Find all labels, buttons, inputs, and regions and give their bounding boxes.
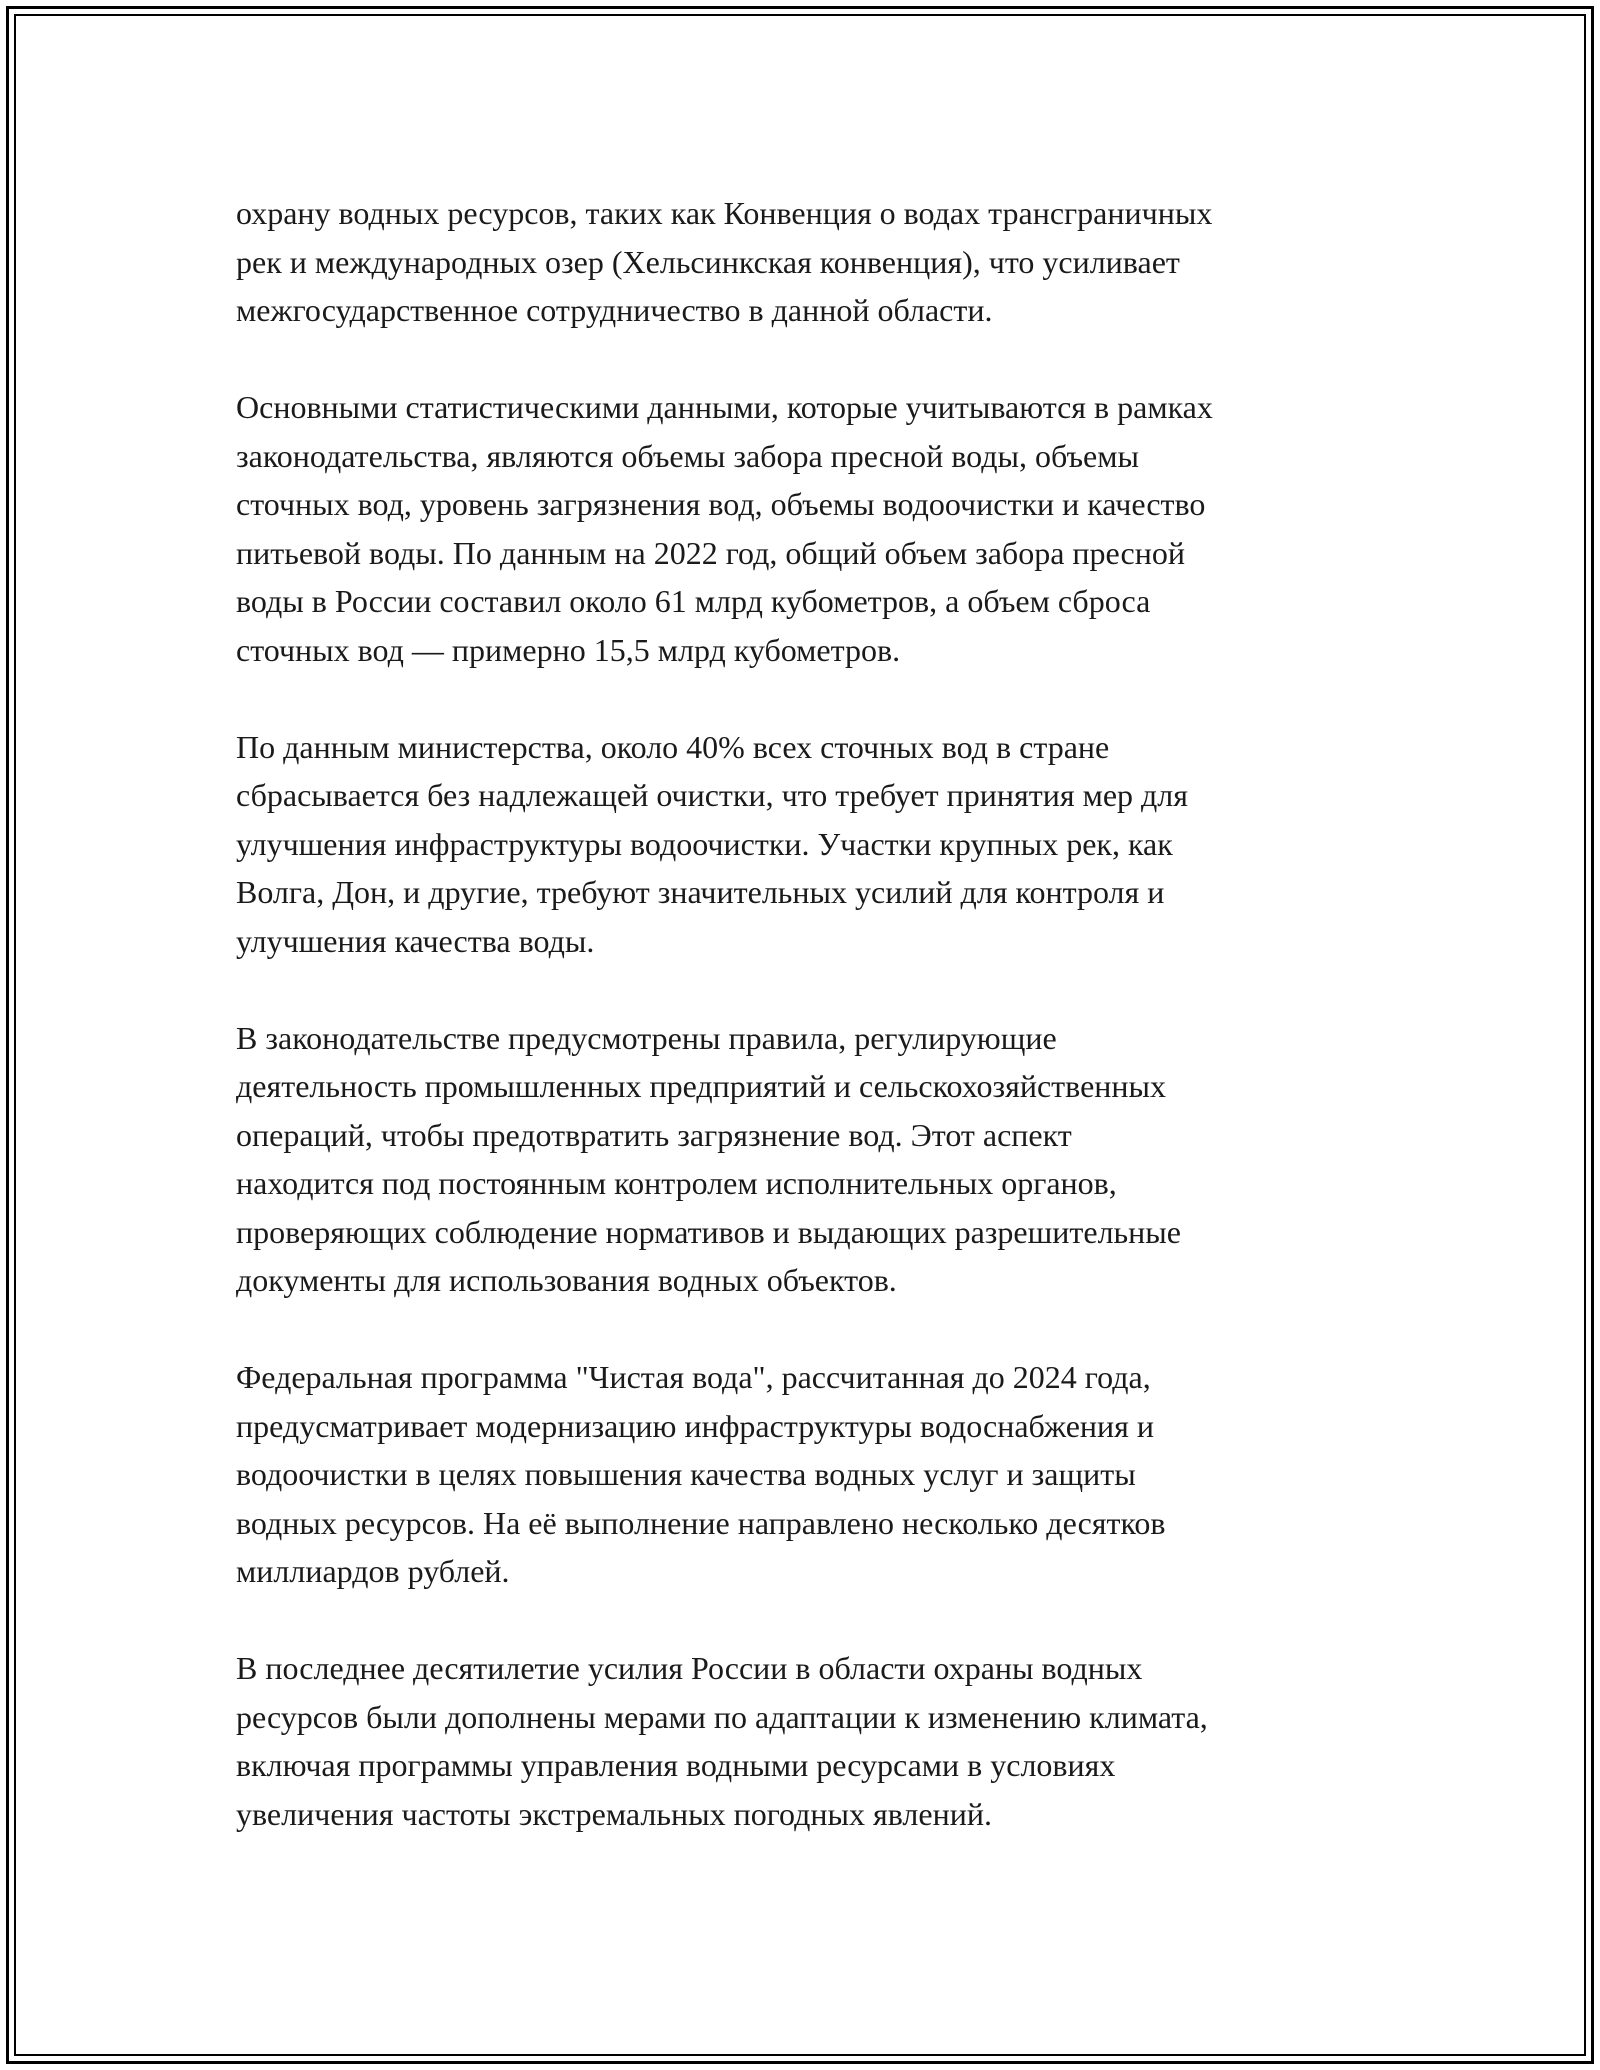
paragraph (236, 1644, 1386, 1838)
text-line: улучшения инфраструктуры водоочистки. Участки крупных рек, как (236, 825, 1173, 862)
text-line: увеличения частоты экстремальных погодных явлений. (236, 1795, 992, 1832)
text-line: водоочистки в целях повышения качества водных услуг и защиты (236, 1456, 1136, 1492)
text-line: сточных вод — примерно 15,5 млрд кубометров. (236, 631, 901, 668)
text-line: деятельность промышленных предприятий и сельскохозяйственных (236, 1068, 1167, 1104)
paragraph (236, 383, 1386, 674)
text-line: питьевой воды. По данным на 2022 год, общий объем забора пресной (236, 534, 1185, 571)
text-line: ресурсов были дополнены мерами по адаптации к изменению климата, (236, 1698, 1208, 1735)
text-line: По данным министерства, около 40% всех сточных вод в стране (236, 728, 1110, 765)
text-line: Федеральная программа "Чистая вода", рассчитанная до 2024 года, (236, 1359, 1151, 1395)
text-line: документы для использования водных объектов. (236, 1262, 897, 1298)
paragraph (236, 189, 1386, 335)
text-line: охрану водных ресурсов, таких как Конвенция о водах трансграничных (236, 195, 1213, 231)
text-line: водных ресурсов. На её выполнение направлено несколько десятков (236, 1504, 1166, 1541)
text-line: миллиардов рублей. (236, 1553, 510, 1589)
text-line: находится под постоянным контролем исполнительных органов, (236, 1165, 1117, 1201)
text-line: сбрасывается без надлежащей очистки, что требует принятия мер для (236, 777, 1188, 813)
text-line: В последнее десятилетие усилия России в области охраны водных (236, 1650, 1143, 1686)
text-line: улучшения качества воды. (236, 922, 595, 959)
paragraph (236, 1353, 1386, 1596)
text-line: Основными статистическими данными, которые учитываются в рамках (236, 389, 1213, 425)
paragraph (236, 723, 1386, 966)
text-line: В законодательстве предусмотрены правила, регулирующие (236, 1019, 1057, 1056)
text-line: операций, чтобы предотвратить загрязнение вод. Этот аспект (236, 1116, 1072, 1153)
text-line: законодательства, являются объемы забора пресной воды, объемы (236, 437, 1139, 474)
text-line: межгосударственное сотрудничество в данной области. (236, 292, 993, 328)
text-line: включая программы управления водными ресурсами в условиях (236, 1747, 1116, 1783)
text-line: предусматривает модернизацию инфраструктуры водоснабжения и (236, 1407, 1155, 1444)
text-line: воды в России составил около 61 млрд кубометров, а объем сброса (236, 583, 1151, 619)
paragraph (236, 1014, 1386, 1305)
text-line: сточных вод, уровень загрязнения вод, объемы водоочистки и качество (236, 486, 1206, 522)
text-line: Волга, Дон, и другие, требуют значительных усилий для контроля и (236, 874, 1165, 910)
text-line: рек и международных озер (Хельсинкская конвенция), что усиливает (236, 243, 1180, 280)
text-line: проверяющих соблюдение нормативов и выдающих разрешительные (236, 1213, 1181, 1250)
document-body (236, 189, 1386, 1838)
